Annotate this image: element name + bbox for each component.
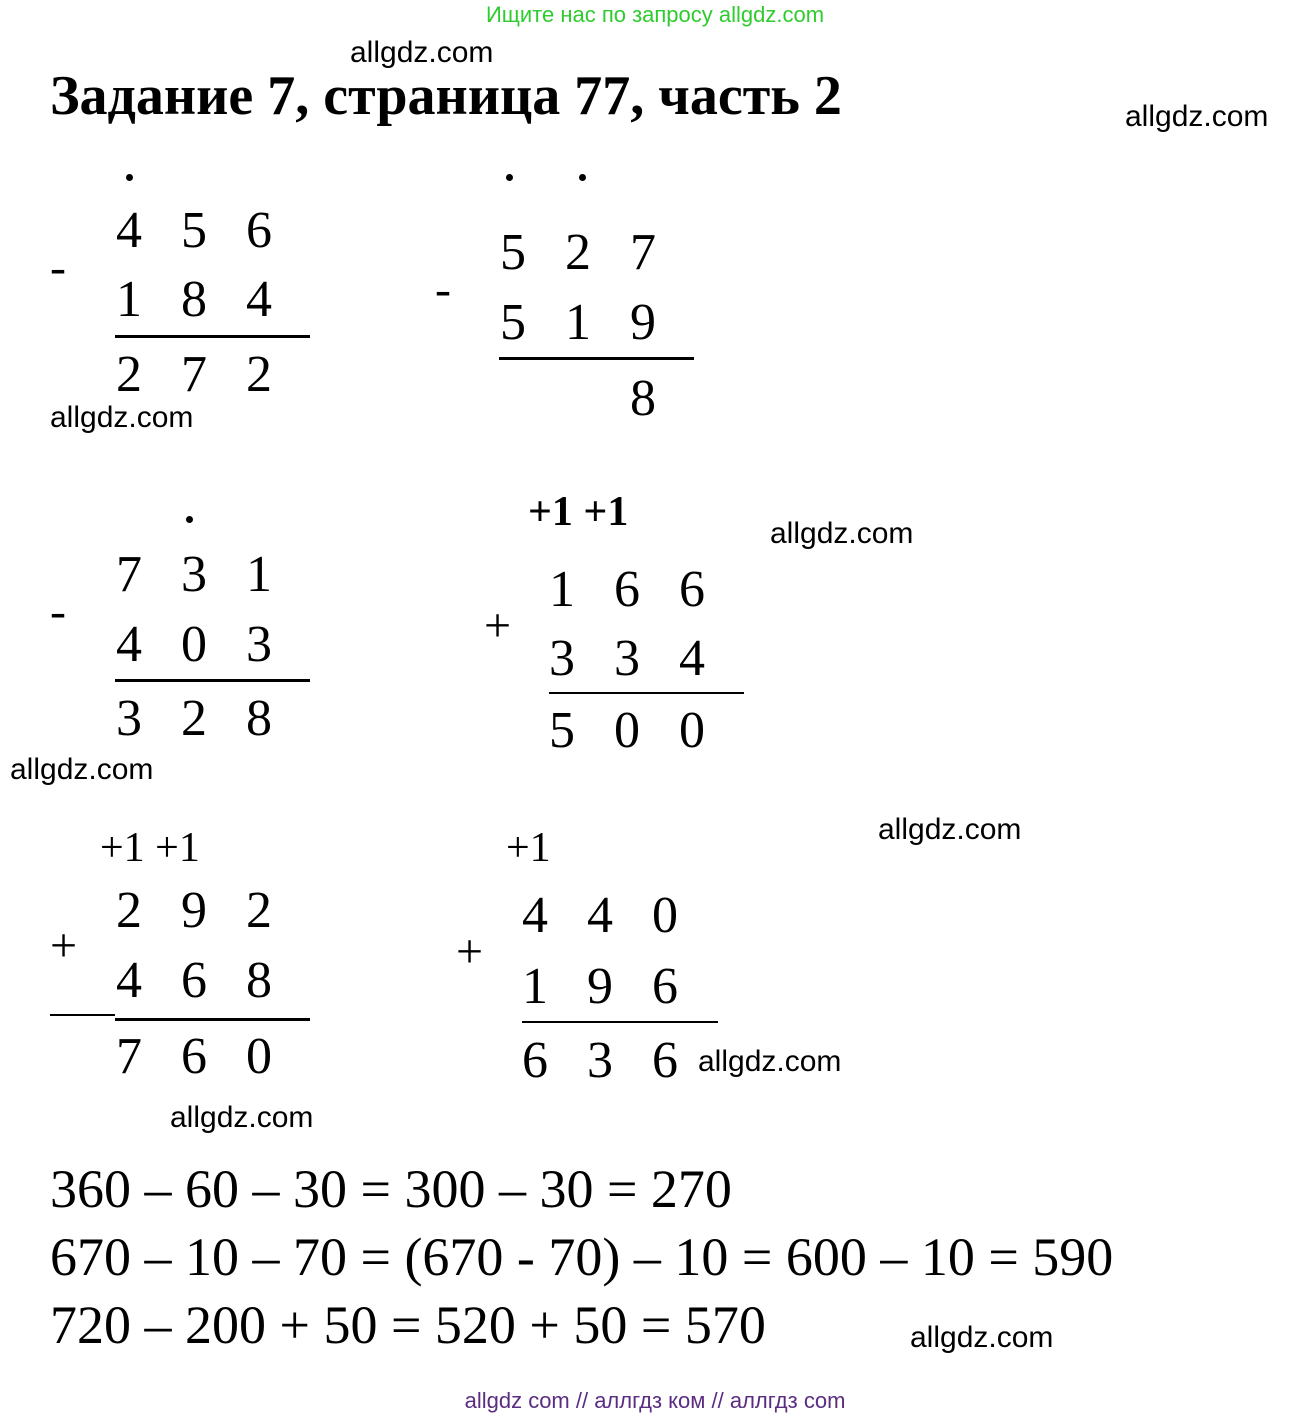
digit: 2 [565, 224, 591, 281]
digit: 4 [246, 271, 272, 328]
digit: 4 [116, 202, 142, 259]
watermark: allgdz.com [10, 753, 154, 786]
digit: 2 [246, 346, 272, 403]
digit: 7 [630, 224, 656, 281]
digit: 6 [652, 958, 678, 1015]
result-line [115, 1018, 310, 1021]
equation-line-1: 360 – 60 – 30 = 300 – 30 = 270 [50, 1159, 732, 1219]
carry-marks: +1 +1 [528, 489, 629, 535]
digit: 7 [181, 346, 207, 403]
digit: 3 [116, 690, 142, 747]
borrow-dot [506, 174, 513, 181]
carry-marks: +1 +1 [100, 825, 200, 871]
top-search-link[interactable]: Ищите нас по запросу allgdz.com [485, 2, 825, 27]
digit: 8 [246, 690, 272, 747]
stray-dash [50, 1014, 115, 1016]
digit: 1 [246, 546, 272, 603]
result-line [115, 335, 310, 338]
plus-sign: + [484, 599, 512, 652]
result-line [549, 692, 744, 694]
plus-sign: + [456, 925, 484, 978]
digit: 3 [181, 546, 207, 603]
minus-sign: - [435, 263, 451, 316]
digit: 2 [246, 882, 272, 939]
result-line [522, 1021, 718, 1023]
plus-sign: + [50, 919, 78, 972]
minus-sign: - [50, 585, 66, 638]
watermark: allgdz.com [698, 1045, 842, 1078]
borrow-dot [186, 516, 193, 523]
digit: 3 [614, 630, 640, 687]
digit: 6 [652, 1032, 678, 1089]
digit: 0 [614, 702, 640, 759]
watermark: allgdz.com [1125, 100, 1269, 133]
digit: 4 [587, 887, 613, 944]
digit: 9 [587, 958, 613, 1015]
digit: 1 [116, 271, 142, 328]
watermark: allgdz.com [770, 517, 914, 550]
borrow-dot [579, 174, 586, 181]
digit: 3 [549, 630, 575, 687]
digit: 4 [522, 887, 548, 944]
footer-links[interactable]: allgdz com // аллгдз ком // аллгдз com [464, 1388, 846, 1413]
digit: 5 [500, 294, 526, 351]
digit: 5 [181, 202, 207, 259]
digit: 6 [679, 561, 705, 618]
borrow-dot [126, 174, 133, 181]
digit: 2 [116, 346, 142, 403]
carry-marks: +1 [506, 825, 551, 871]
digit: 4 [116, 952, 142, 1009]
page-title: Задание 7, страница 77, часть 2 [50, 65, 842, 127]
digit: 0 [652, 887, 678, 944]
watermark: allgdz.com [910, 1321, 1054, 1354]
digit: 6 [522, 1032, 548, 1089]
digit: 6 [614, 561, 640, 618]
digit: 8 [630, 370, 656, 427]
digit: 6 [246, 202, 272, 259]
digit: 1 [522, 958, 548, 1015]
minus-sign: - [50, 241, 66, 294]
digit: 2 [181, 690, 207, 747]
digit: 5 [500, 224, 526, 281]
digit: 0 [246, 1028, 272, 1085]
digit: 8 [181, 271, 207, 328]
digit: 6 [181, 1028, 207, 1085]
equation-line-3: 720 – 200 + 50 = 520 + 50 = 570 [50, 1295, 766, 1355]
digit: 3 [246, 616, 272, 673]
digit: 2 [116, 882, 142, 939]
result-line [499, 357, 694, 360]
watermark: allgdz.com [170, 1101, 314, 1134]
digit: 7 [116, 1028, 142, 1085]
digit: 8 [246, 952, 272, 1009]
watermark: allgdz.com [878, 813, 1022, 846]
digit: 4 [116, 616, 142, 673]
result-line [115, 679, 310, 682]
watermark: allgdz.com [50, 401, 194, 434]
digit: 9 [181, 882, 207, 939]
digit: 0 [181, 616, 207, 673]
digit: 4 [679, 630, 705, 687]
digit: 1 [565, 294, 591, 351]
watermark: allgdz.com [350, 36, 494, 69]
digit: 7 [116, 546, 142, 603]
digit: 0 [679, 702, 705, 759]
digit: 9 [630, 294, 656, 351]
digit: 1 [549, 561, 575, 618]
digit: 6 [181, 952, 207, 1009]
digit: 3 [587, 1032, 613, 1089]
digit: 5 [549, 702, 575, 759]
equation-line-2: 670 – 10 – 70 = (670 - 70) – 10 = 600 – 10 = 590 [50, 1227, 1114, 1287]
